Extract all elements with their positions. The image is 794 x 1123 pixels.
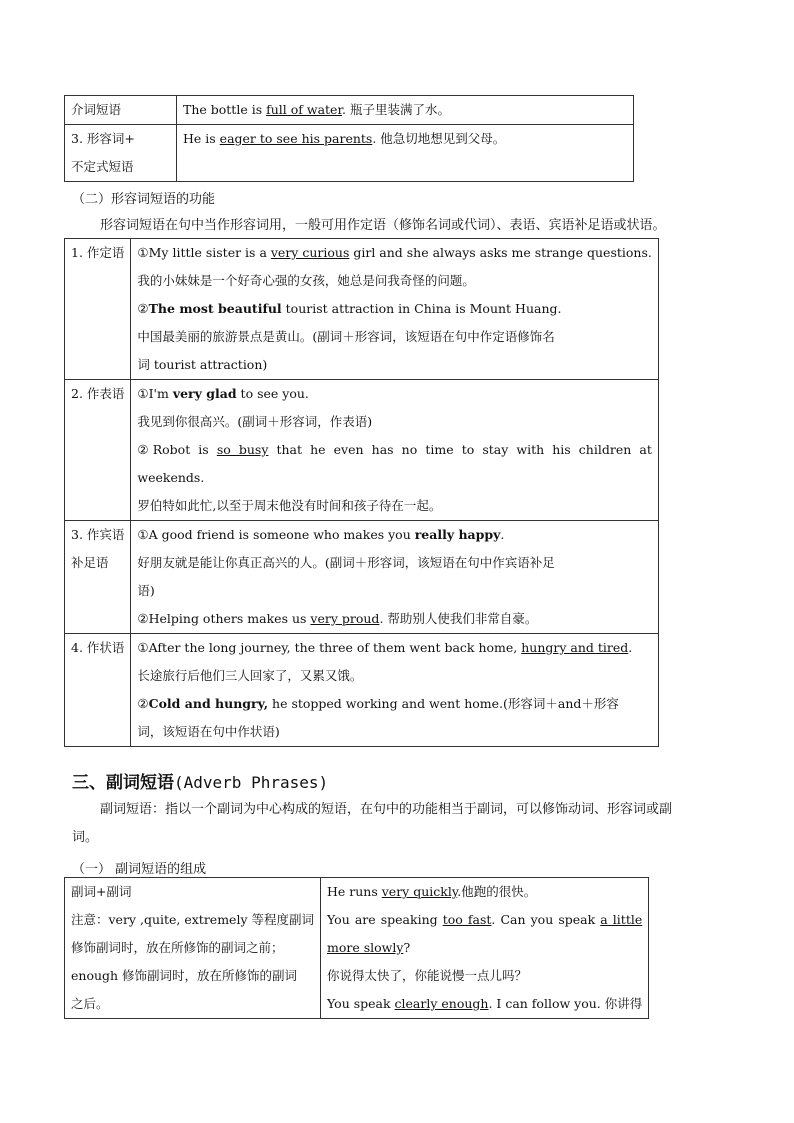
sub-heading-adjective-function: （二）形容词短语的功能 <box>72 192 216 207</box>
row-label: 4. 作状语 <box>65 634 131 747</box>
example-cell: ①After the long journey, the three of them went back home, hungry and tired. 长途旅行后他们三人回家了，又累又饿。 ②Cold and hungry, he stopped working and went home.(形容词＋and＋形容 词，该短语在句中作状语) <box>131 634 658 747</box>
sub-heading-adverb-composition: （一） 副词短语的组成 <box>72 862 207 877</box>
row-label: 1. 作定语 <box>65 239 131 380</box>
adverb-phrase-intro: 副词短语：指以一个副词为中心构成的短语，在句中的功能相当于副词，可以修饰动词、形容词或副 词。 <box>72 802 673 845</box>
adjective-function-intro: 形容词短语在句中当作形容词用，一般可用作定语（修饰名词或代词）、表语、宾语补足语或状语。 <box>100 218 666 233</box>
row-label: 介词短语 <box>65 96 177 125</box>
table-row <box>65 96 634 125</box>
row-label: 2. 作表语 <box>65 380 131 521</box>
adverb-phrase-table <box>64 877 649 1019</box>
adjective-phrase-structure-table <box>64 95 634 182</box>
table-row <box>65 634 659 747</box>
example-cell: He runs very quickly.他跑的很快。 You are speaking too fast. Can you speak a little more slowly? 你说得太快了，你能说慢一点儿吗？ You speak clearly enough. I can follow you. 你讲得 <box>321 878 649 1019</box>
example-cell: ①My little sister is a very curious girl and she always asks me strange questions. 我的小妹妹是一个好奇心强的女孩，她总是问我奇怪的问题。 ②The most beautiful tourist attraction in China is Mount Huang. 中国最美丽的旅游景点是黄山。(副词＋形容词，该短语在句中作定语修饰名 词 tourist attraction) <box>131 239 658 380</box>
structure-cell: 副词+副词 注意：very ,quite, extremely 等程度副词 修饰副词时，放在所修饰的副词之前； enough 修饰副词时，放在所修饰的副词 之后。 <box>65 878 321 1019</box>
table-row <box>65 878 649 1019</box>
table-row <box>65 239 659 380</box>
table-row <box>65 380 659 521</box>
adjective-function-table <box>64 238 659 747</box>
table-row <box>65 125 634 182</box>
example-cell: ①A good friend is someone who makes you really happy. 好朋友就是能让你真正高兴的人。(副词＋形容词，该短语在句中作宾语补足 语) ②Helping others makes us very proud. 帮助别人使我们非常自豪。 <box>131 521 658 634</box>
table-row <box>65 521 659 634</box>
example-cell: ①I'm very glad to see you. 我见到你很高兴。(副词＋形容词，作表语) ②Robot is so busy that he even has no time to stay with his children at weekends. 罗伯特如此忙,以至于周末他没有时间和孩子待在一起。 <box>131 380 658 521</box>
section-heading-adverb-phrases: 三、副词短语(Adverb Phrases) <box>72 773 329 793</box>
example-cell: He is eager to see his parents. 他急切地想见到父母。 <box>177 125 634 182</box>
example-cell: The bottle is full of water. 瓶子里装满了水。 <box>177 96 634 125</box>
row-label: 3. 作宾语 补足语 <box>65 521 131 634</box>
row-label: 3. 形容词+ 不定式短语 <box>65 125 177 182</box>
